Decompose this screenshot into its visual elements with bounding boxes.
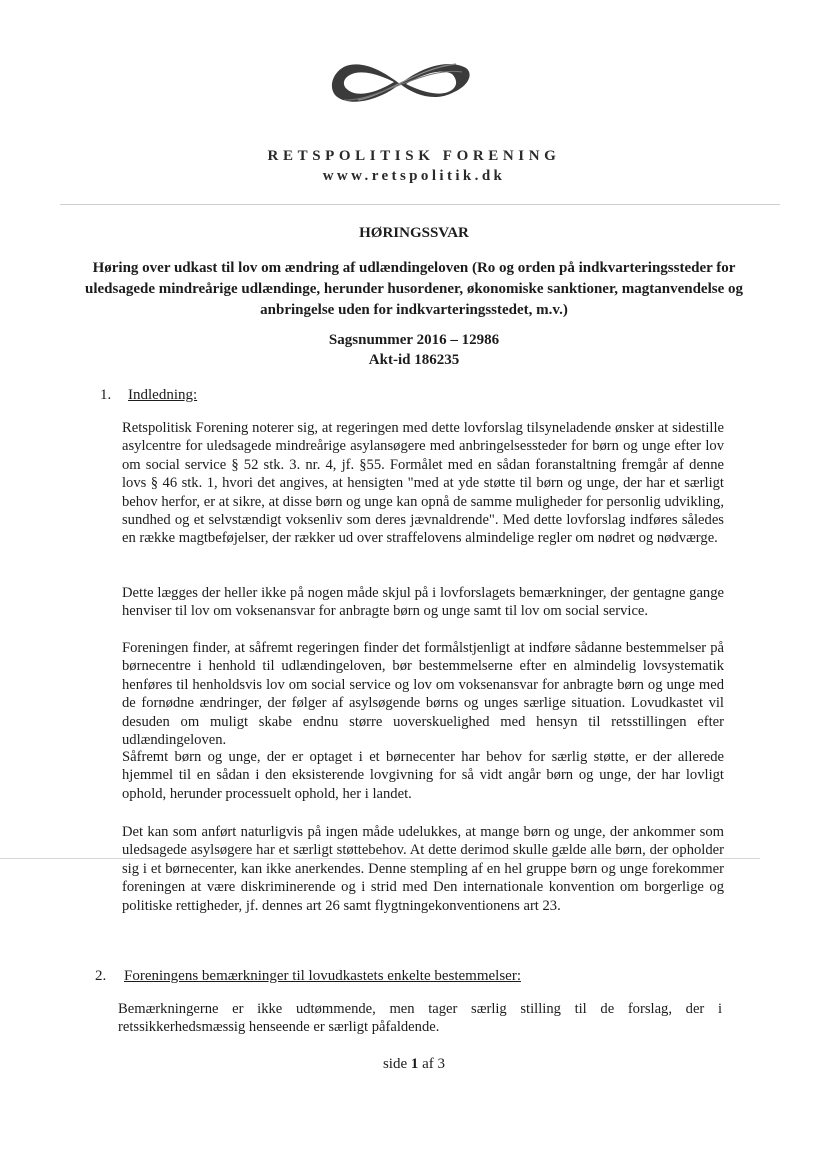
- header-divider: [60, 204, 780, 205]
- section-1-heading: Indledning:: [128, 387, 198, 403]
- section-2-paragraph: Bemærkningerne er ikke udtømmende, men tager særlig stilling til de forslag, der i retssikkerhedsmæssig henseende er særligt påfaldende.: [118, 1001, 722, 1036]
- organization-name: RETSPOLITISK FORENING: [267, 148, 561, 164]
- infinity-logo-icon: [328, 56, 472, 108]
- section-1-paragraph: Såfremt børn og unge, der er optaget i et børnecenter har behov for særlig støtte, er der allerede hjemmel til en sådan i den eksisterende lovgivning for så vidt angår børn og unge, der har lovligt ophold, herunder processuelt ophold, her i landet.: [122, 749, 724, 802]
- footer-prefix: side: [382, 1056, 408, 1072]
- section-2-heading: Foreningens bemærkninger til lovudkastets enkelte bestemmelser:: [124, 968, 521, 984]
- footer-middle: af: [422, 1056, 434, 1072]
- section-1-paragraph: Det kan som anført naturligvis på ingen måde udelukkes, at mange børn og unge, der ankommer som uledsagede asylsøgere har et særligt støttebehov. At dette derimod skulle gælde alle børn, der opholder sig i et børnecenter, kan ikke anerkendes. Denne stempling af en hel gruppe børn og unge forekommer foreningen at være diskriminerende og i strid med Den internationale konvention om borgerlige og politiske rettigheder, jf. dennes art 26 samt flygtningekonventionens art 23.: [122, 824, 724, 914]
- document-subject: Høring over udkast til lov om ændring af udlændingeloven (Ro og orden på indkvarteringssteder for uledsagede mindreårige udlændinge, herunder husordener, økonomiske sanktioner, magtanvendelse og anbringelse uden for indkvarteringsstedet, m.v.): [84, 260, 743, 318]
- act-id: Akt-id 186235: [368, 352, 460, 368]
- section-1-number: 1.: [100, 387, 112, 403]
- page-footer: [0, 1056, 828, 1073]
- footer-page-number: 1: [410, 1056, 419, 1072]
- section-1-paragraph: Dette lægges der heller ikke på nogen måde skjul på i lovforslagets bemærkninger, der gentagne gange henviser til lov om voksenansvar for anbragte børn og unge samt til lov om social service.: [122, 585, 724, 620]
- footer-total-pages: 3: [437, 1056, 446, 1072]
- section-2-number: 2.: [95, 968, 107, 984]
- organization-url[interactable]: www.retspolitik.dk: [322, 168, 506, 184]
- scan-artifact-line: [0, 858, 760, 859]
- document-title: HØRINGSSVAR: [359, 225, 469, 241]
- section-1-paragraph: Retspolitisk Forening noterer sig, at regeringen med dette lovforslag tilsyneladende ønsker at sidestille asylcentre for uledsagede mindreårige asylansøgere med anbringelsessteder for børn og unge efter lov om social service § 52 stk. 3. nr. 4, jf. §55. Formålet med en sådan foranstaltning fremgår af denne lovs § 46 stk. 1, hvori det angives, at hensigten "med at yde støtte til børn og unge, der har et særligt behov herfor, er at sikre, at disse børn og unge kan opnå de samme muligheder for personlig udvikling, sundhed og et selvstændigt voksenliv som deres jævnaldrende". Med dette lovforslag indføres således en række magtbeføjelser, der rækker ud over straffelovens almindelige regler om nødret og nødværge.: [122, 420, 724, 547]
- case-number: Sagsnummer 2016 – 12986: [328, 332, 500, 348]
- section-1-paragraph: Foreningen finder, at såfremt regeringen finder det formålstjenligt at indføre sådanne bestemmelser på børnecentre i henhold til udlændingeloven, bør bestemmelserne efter en almindelig lovsystematik henføres til henholdsvis lov om social service og lov om voksenansvar for anbragte børn og unge med de fornødne ændringer, der følger af asylsøgende børns og unges særlige situation. Lovudkastet vil desuden om muligt skabe endnu større uoverskuelighed med hensyn til retsstillingen efter udlændingeloven.: [122, 640, 724, 749]
